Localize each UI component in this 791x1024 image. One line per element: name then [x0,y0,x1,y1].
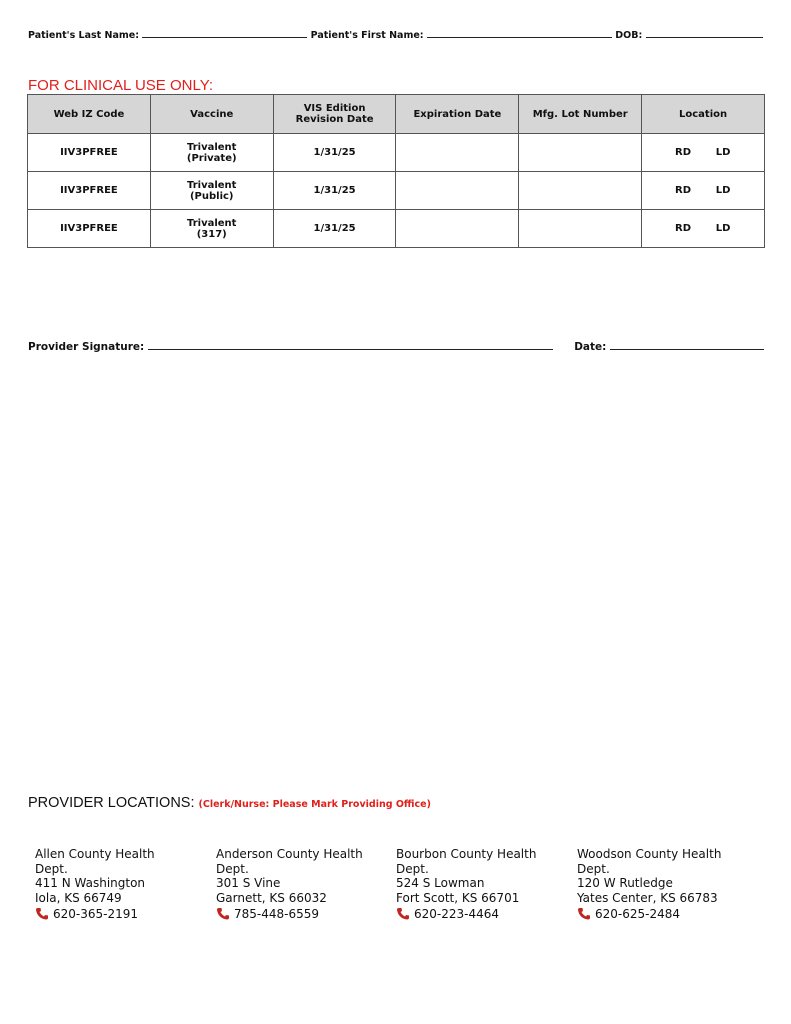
web-iz-code-cell: IIV3PFREE [28,172,151,210]
office-name-cont: Dept. [216,861,249,876]
vaccine-type: (Public) [189,190,234,202]
location-ld-option[interactable]: LD [715,223,731,234]
office-phone [396,907,561,922]
location-rd-option[interactable]: RD [675,147,692,158]
vis-date-cell: 1/31/25 [273,172,396,210]
office-phone [216,907,381,922]
table-row [28,134,765,172]
col-web-iz-code: Web IZ Code [28,95,151,134]
patient-info-line [28,28,763,41]
table-header-row [28,95,765,134]
provider-locations-note: (Clerk/Nurse: Please Mark Providing Office) [198,799,431,810]
expiration-date-input[interactable] [396,172,519,210]
office-name-cont: Dept. [577,861,610,876]
dob-label: DOB: [615,30,643,41]
vis-date-cell: 1/31/25 [273,134,396,172]
location-rd-option[interactable]: RD [675,223,692,234]
office-phone-number: 620-223-4464 [414,907,500,921]
expiration-date-input[interactable] [396,210,519,248]
vaccine-name: Trivalent [187,179,237,191]
location-cell [642,172,765,210]
provider-signature-label: Provider Signature: [28,341,145,353]
col-vis-edition-line1: VIS Edition [303,103,366,114]
office-street: 524 S Lowman [396,876,485,890]
office-name-cont: Dept. [396,861,429,876]
location-ld-option[interactable]: LD [715,185,731,196]
vaccine-type: (Private) [186,152,237,164]
location-ld-option[interactable]: LD [715,147,731,158]
office-phone-number: 620-365-2191 [53,907,139,921]
office-city: Garnett, KS 66032 [216,890,327,905]
vis-date-cell: 1/31/25 [273,210,396,248]
signature-date-label: Date: [574,341,607,353]
phone-icon [396,907,410,920]
signature-line [28,339,764,353]
vaccine-cell [150,134,273,172]
col-mfg-lot-number: Mfg. Lot Number [519,95,642,134]
office-phone [577,907,757,922]
phone-icon [216,907,230,920]
office-name: Allen County Health [35,847,155,861]
table-row [28,172,765,210]
vaccine-table [27,94,765,248]
clinical-use-heading: FOR CLINICAL USE ONLY: [28,77,214,94]
location-cell [642,210,765,248]
office-phone-number: 620-625-2484 [595,907,681,921]
col-expiration-date: Expiration Date [396,95,519,134]
office-street: 301 S Vine [216,876,281,890]
office-woodson[interactable] [577,847,757,922]
first-name-field[interactable] [427,28,612,38]
office-street: 411 N Washington [35,876,146,890]
office-city: Yates Center, KS 66783 [577,890,718,905]
col-location: Location [642,95,765,134]
signature-date-field[interactable] [610,339,764,350]
office-anderson[interactable] [216,847,381,922]
last-name-field[interactable] [142,28,307,38]
office-phone [35,907,200,922]
first-name-label: Patient's First Name: [310,30,424,41]
office-allen[interactable] [35,847,200,922]
web-iz-code-cell: IIV3PFREE [28,210,151,248]
provider-locations-title: PROVIDER LOCATIONS: [28,795,195,811]
provider-locations-heading [28,795,431,811]
vaccine-name: Trivalent [187,217,237,229]
dob-field[interactable] [646,28,763,38]
office-bourbon[interactable] [396,847,561,922]
vaccine-cell [150,172,273,210]
office-name: Bourbon County Health [396,847,537,861]
col-vis-edition-line2: Revision Date [295,114,374,125]
vaccine-name: Trivalent [187,141,237,153]
office-name: Woodson County Health [577,847,722,861]
col-vaccine: Vaccine [150,95,273,134]
office-phone-number: 785-448-6559 [234,907,320,921]
table-row [28,210,765,248]
phone-icon [577,907,591,920]
lot-number-input[interactable] [519,172,642,210]
phone-icon [35,907,49,920]
office-street: 120 W Rutledge [577,876,673,890]
col-vis-edition [273,95,396,134]
vaccine-cell [150,210,273,248]
location-rd-option[interactable]: RD [675,185,692,196]
lot-number-input[interactable] [519,134,642,172]
expiration-date-input[interactable] [396,134,519,172]
lot-number-input[interactable] [519,210,642,248]
vaccine-type: (317) [196,228,227,240]
last-name-label: Patient's Last Name: [28,30,140,41]
office-city: Fort Scott, KS 66701 [396,890,520,905]
web-iz-code-cell: IIV3PFREE [28,134,151,172]
office-name: Anderson County Health [216,847,363,861]
location-cell [642,134,765,172]
office-name-cont: Dept. [35,861,68,876]
provider-signature-field[interactable] [148,339,553,350]
office-city: Iola, KS 66749 [35,890,122,905]
